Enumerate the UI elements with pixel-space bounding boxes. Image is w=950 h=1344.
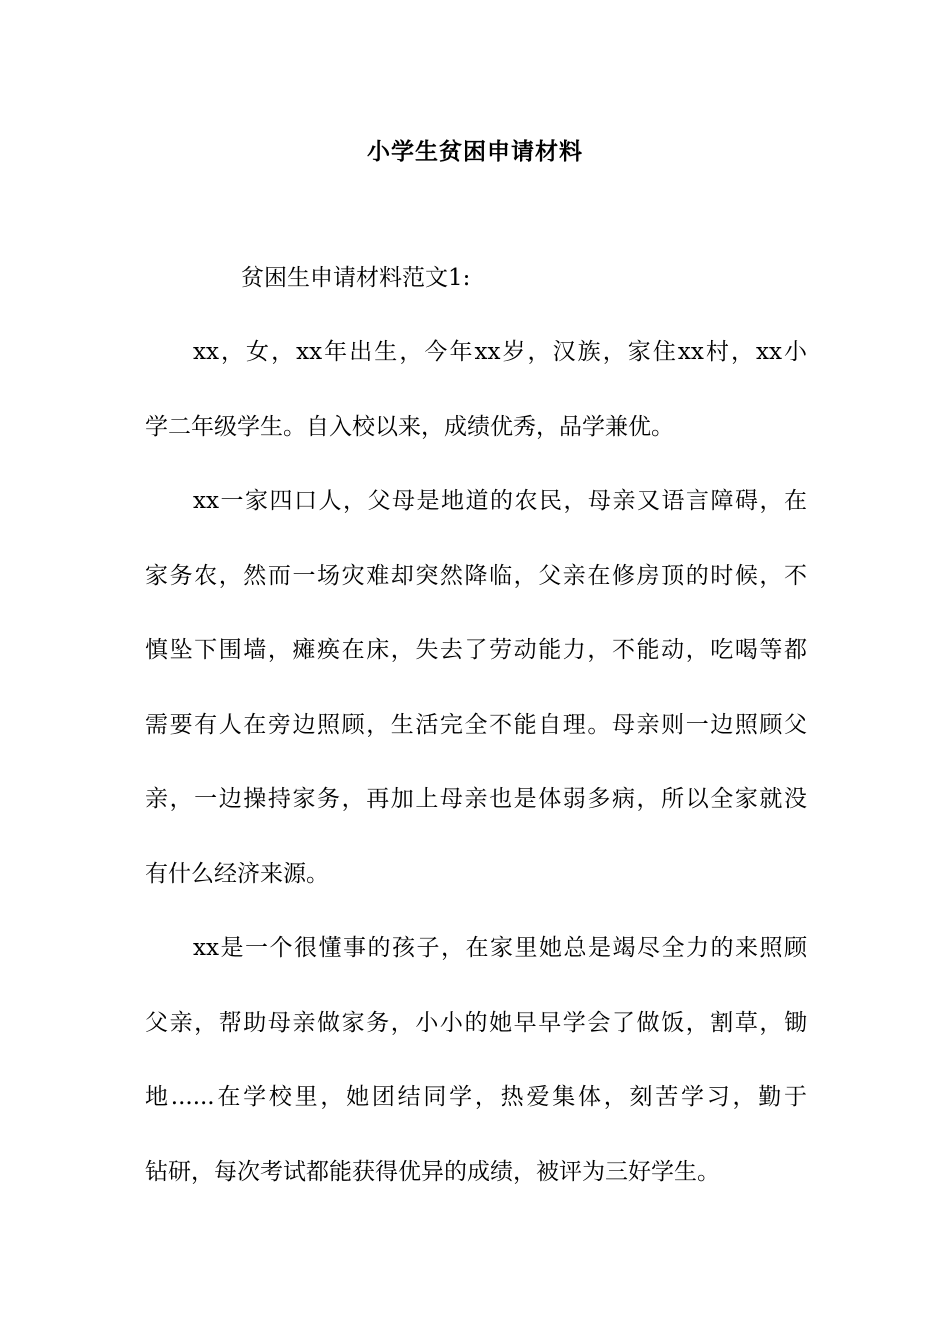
document-title: 小学生贫困申请材料 xyxy=(367,138,583,165)
paragraph-line: 父亲，帮助母亲做家务，小小的她早早学会了做饭，割草，锄 xyxy=(145,1010,807,1036)
paragraph-line: 钻研，每次考试都能获得优异的成绩，被评为三好学生。 xyxy=(145,1159,720,1185)
paragraph-line: 需要有人在旁边照顾，生活完全不能自理。母亲则一边照顾父 xyxy=(145,712,807,738)
paragraph-line: xx是一个很懂事的孩子，在家里她总是竭尽全力的来照顾 xyxy=(193,935,807,961)
paragraph-line: xx，女，xx年出生，今年xx岁，汉族，家住xx村，xx小 xyxy=(193,339,807,365)
paragraph-line: 慎坠下围墙，瘫痪在床，失去了劳动能力，不能动，吃喝等都 xyxy=(145,637,807,663)
paragraph-line: 家务农，然而一场灾难却突然降临，父亲在修房顶的时候，不 xyxy=(145,563,807,589)
paragraph-line: 学二年级学生。自入校以来，成绩优秀，品学兼优。 xyxy=(145,414,674,440)
section-heading: 贫困生申请材料范文1: xyxy=(241,265,471,291)
paragraph-line: xx一家四口人，父母是地道的农民，母亲又语言障碍，在 xyxy=(193,488,807,514)
paragraph-line: 亲，一边操持家务，再加上母亲也是体弱多病，所以全家就没 xyxy=(145,786,807,812)
paragraph-line: 有什么经济来源。 xyxy=(145,861,329,887)
paragraph-line: 地......在学校里，她团结同学，热爱集体，刻苦学习，勤于 xyxy=(145,1084,807,1110)
